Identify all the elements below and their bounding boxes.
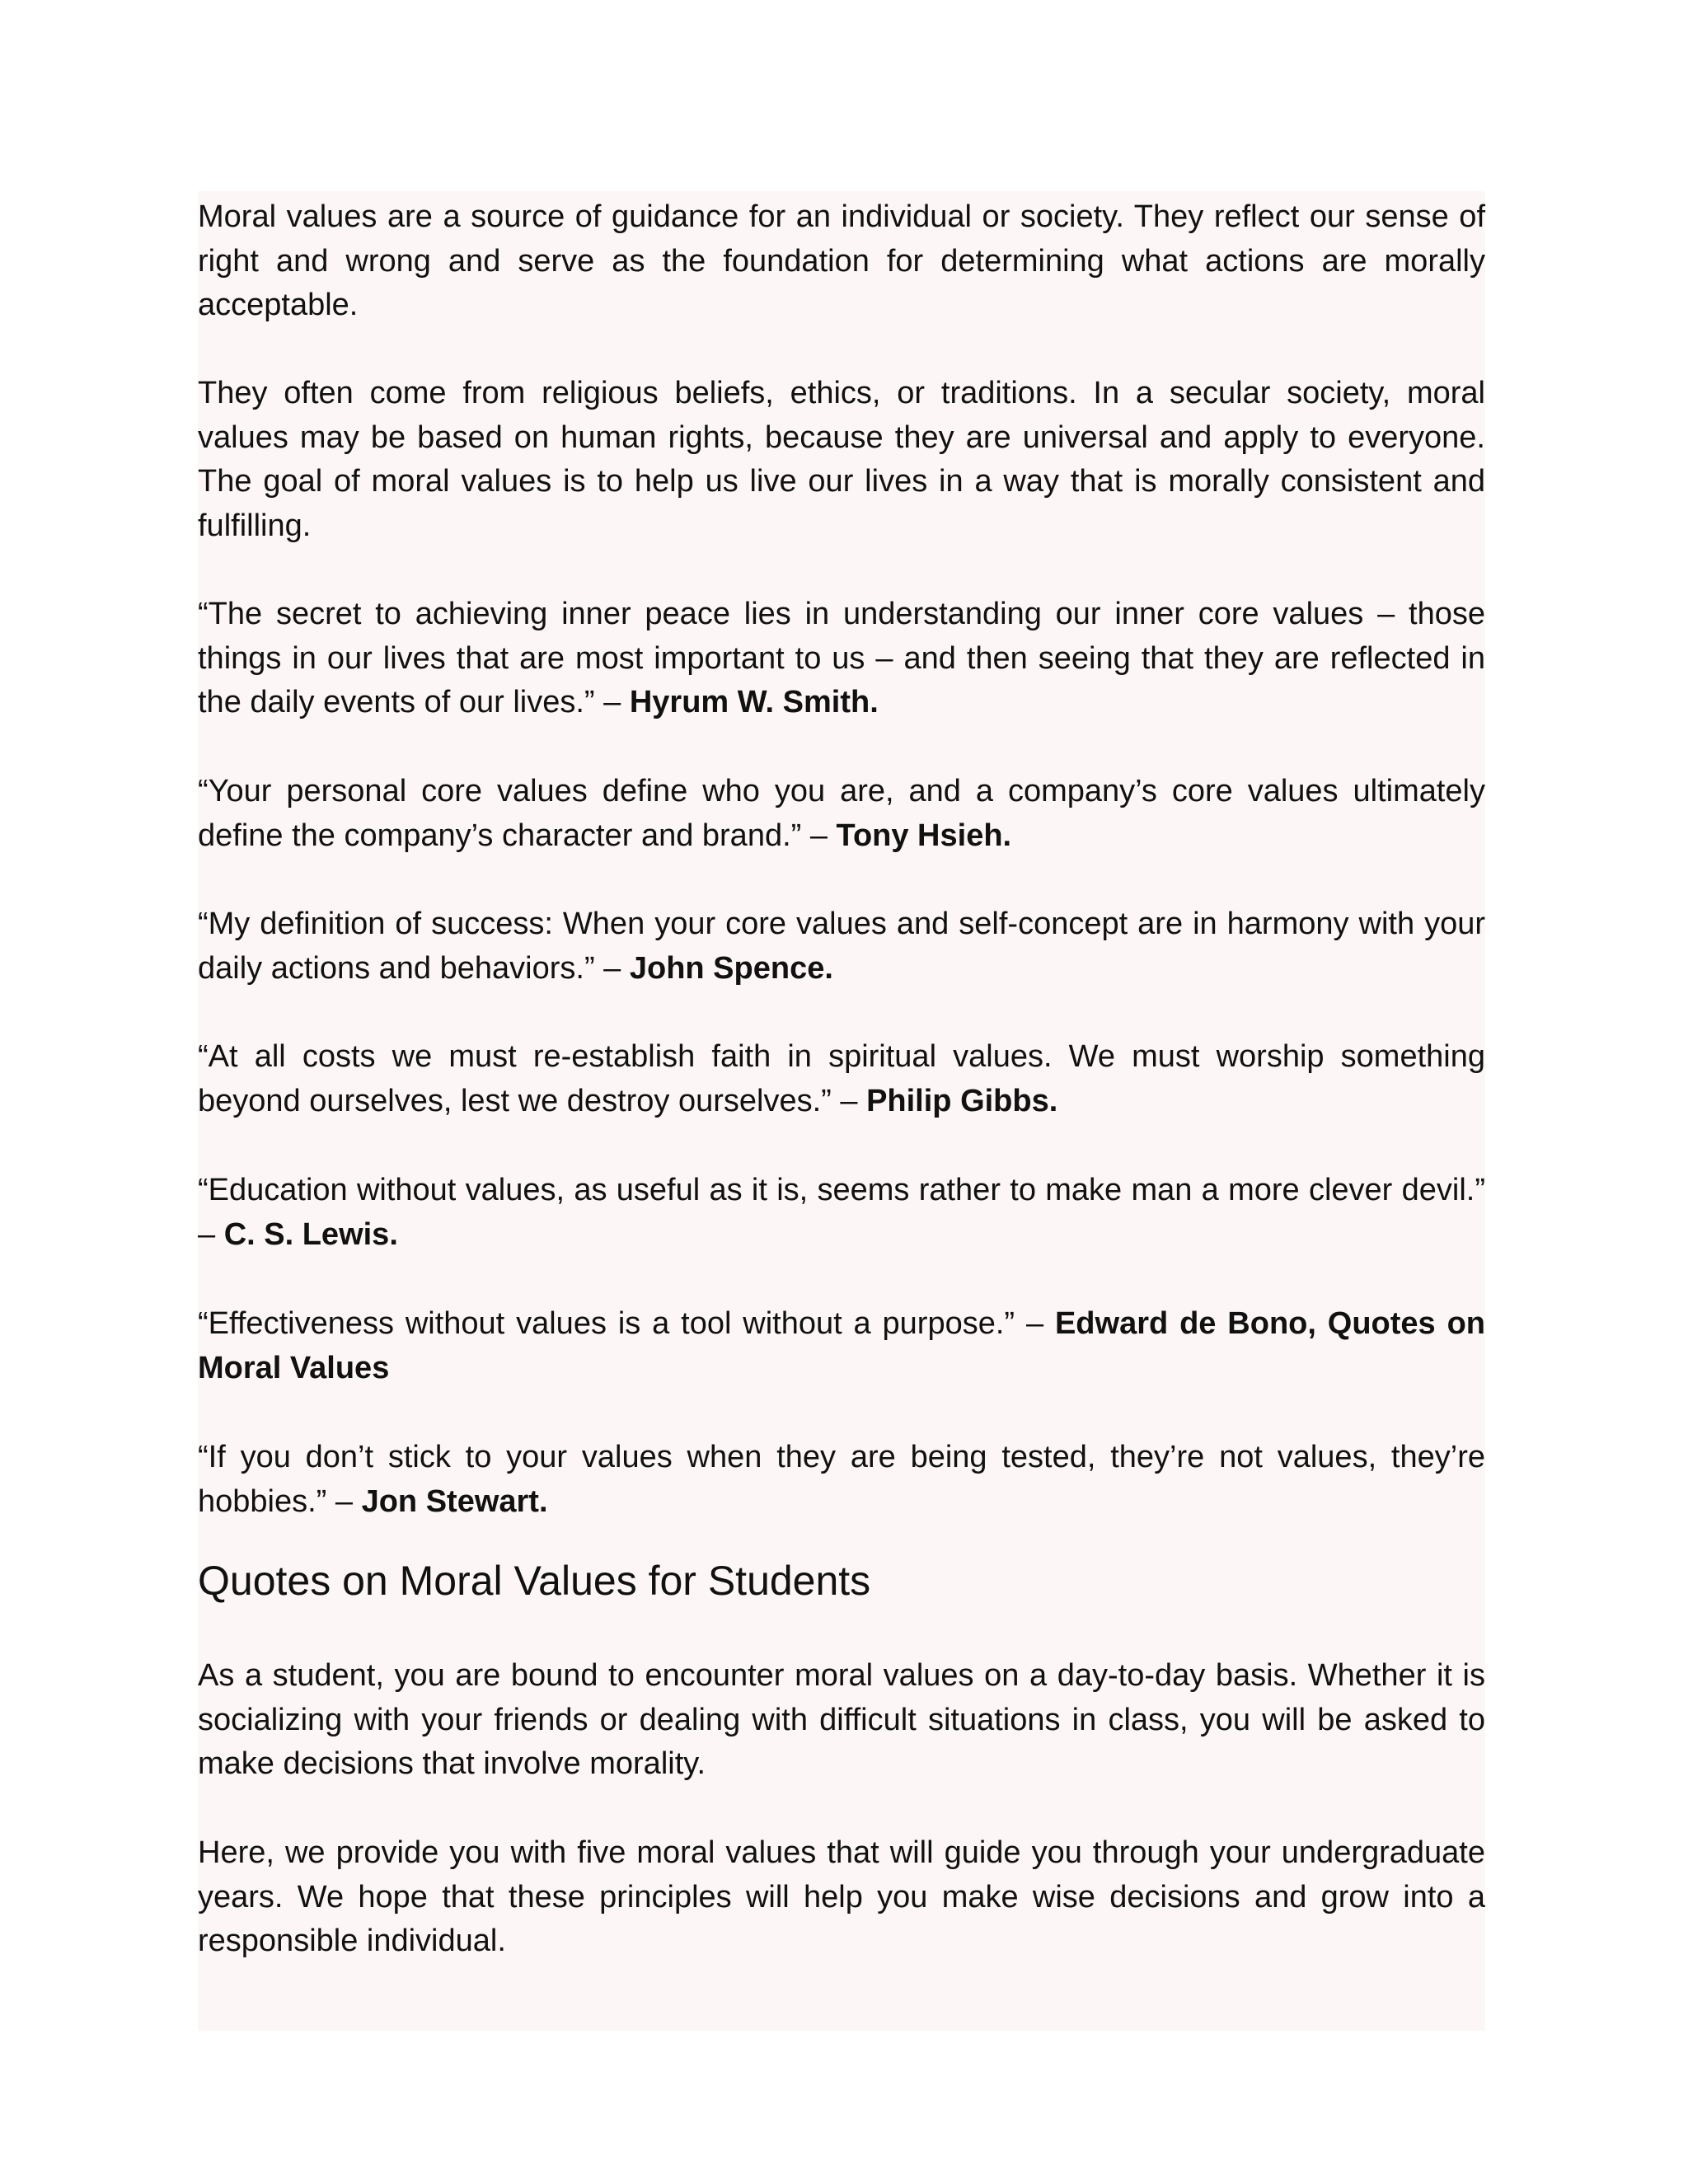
intro-paragraph: They often come from religious beliefs, ethics, or traditions. In a secular society, moral values may be based on human rights, because they are universal and apply to everyone. The goal of moral values is to help us live our lives in a way that is morally consistent and fulfilling. [198, 376, 1485, 543]
quote-author: Jon Stewart. [361, 1483, 548, 1519]
quote-paragraph: “Your personal core values define who you are, and a company’s core values ultimately define the company’s character and brand.” – Tony Hsieh. [198, 774, 1485, 853]
quote-paragraph: “My definition of success: When your core values and self-concept are in harmony with your daily actions and behaviors.” – John Spence. [198, 907, 1485, 986]
quote-paragraph: “Education without values, as useful as it is, seems rather to make man a more clever devil.” – C. S. Lewis. [198, 1173, 1485, 1252]
section-paragraph: As a student, you are bound to encounter moral values on a day-to-day basis. Whether it is socializing with your friends or dealing with difficult situations in class, you will be asked to make decisions that involve morality. [198, 1658, 1485, 1781]
document-body [198, 191, 1485, 2031]
quote-paragraph: “At all costs we must re-establish faith in spiritual values. We must worship something beyond ourselves, lest we destroy ourselves.” – Philip Gibbs. [198, 1039, 1485, 1118]
quote-paragraph: “Effectiveness without values is a tool without a purpose.” – Edward de Bono, Quotes on Moral Values [198, 1306, 1485, 1385]
intro-paragraph: Moral values are a source of guidance for an individual or society. They reflect our sense of right and wrong and serve as the foundation for determining what actions are morally acceptable. [198, 199, 1485, 322]
quote-paragraph: “The secret to achieving inner peace lies in understanding our inner core values – those things in our lives that are most important to us – and then seeing that they are reflected in the daily events of our lives.” – Hyrum W. Smith. [198, 597, 1485, 719]
quote-author: Philip Gibbs. [866, 1083, 1058, 1118]
section-heading: Quotes on Moral Values for Students [198, 1558, 871, 1604]
quote-author: Edward de Bono, Quotes on Moral Values [198, 1306, 1485, 1385]
quote-author: John Spence. [629, 950, 833, 986]
quote-author: C. S. Lewis. [223, 1216, 398, 1252]
quote-paragraph: “If you don’t stick to your values when they are being tested, they’re not values, they’re hobbies.” – Jon Stewart. [198, 1440, 1485, 1519]
quote-author: Tony Hsieh. [836, 818, 1012, 853]
quote-author: Hyrum W. Smith. [629, 685, 879, 719]
section-paragraph: Here, we provide you with five moral values that will guide you through your undergraduate years. We hope that these principles will help you make wise decisions and grow into a responsible individual. [198, 1835, 1485, 1958]
